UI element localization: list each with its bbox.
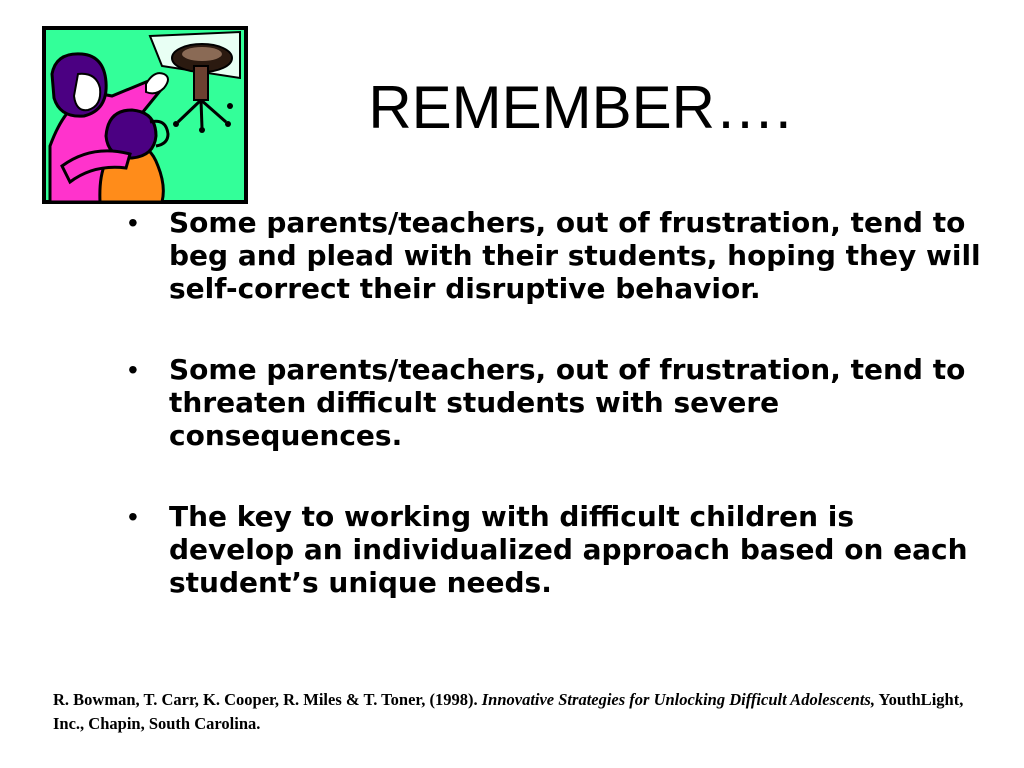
bullet-text: Some parents/teachers, out of frustration, tend to threaten difficult students with severe consequences. <box>169 353 966 452</box>
citation-publisher: YouthLight, Inc., Chapin, South Carolina. <box>53 690 964 733</box>
bullet-list <box>128 206 988 599</box>
slide-title: REMEMBER…. <box>368 74 792 141</box>
bullet-marker: • <box>128 501 138 532</box>
citation-authors: R. Bowman, T. Carr, K. Cooper, R. Miles & T. Toner, (1998). <box>53 690 478 709</box>
citation <box>53 688 983 736</box>
bullet-text: The key to working with difficult children is develop an individualized approach based on each student’s unique needs. <box>169 500 968 599</box>
bullet-item <box>128 353 988 452</box>
bullet-marker: • <box>128 354 138 385</box>
bullet-text: Some parents/teachers, out of frustration, tend to beg and plead with their students, hoping they will self-correct their disruptive behavior. <box>169 206 981 305</box>
bullet-item <box>128 206 988 305</box>
bullet-marker: • <box>128 207 138 238</box>
teacher-student-clipart-icon <box>42 26 248 204</box>
bullet-item <box>128 500 988 599</box>
citation-book-title: Innovative Strategies for Unlocking Difficult Adolescents, <box>481 690 875 709</box>
